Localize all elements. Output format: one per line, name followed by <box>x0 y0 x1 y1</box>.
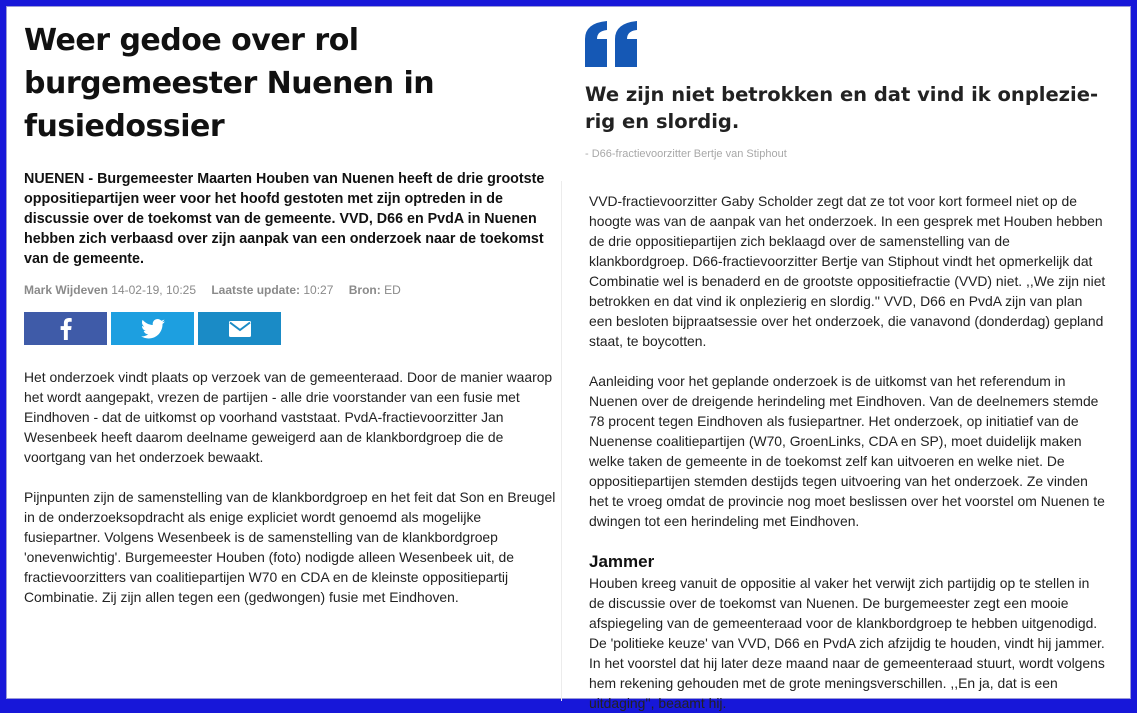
article-left-column <box>24 19 559 607</box>
body-paragraph: Aanleiding voor het geplande onderzoek is de uitkomst van het referendum in Nuenen over de dreigende herindeling met Eindhoven. Van de deelnemers stemde 78 procent tegen Eindhoven als fusiepartner. Het onderzoek, op initiatief van de Nuenense coalitiepartijen (W70, GroenLinks, CDA en SP), moet duidelijk maken welke taken de gemeente in de toekomst zelf kan uitvoeren en welke niet. De oppositiepartijen stemden destijds tegen uitvoering van het onderzoek. Ze vinden het te vroeg omdat de provincie nog moet beslissen over het voorstel om Nuenen te dwingen tot een herindeling met Eindhoven. <box>589 373 1105 529</box>
article-meta <box>24 283 559 297</box>
article-lead: NUENEN - Burgemeester Maarten Houben van Nuenen heeft de drie grootste oppositiepartijen weer voor het hoofd gestoten met zijn optreden in de discussie over de toekomst van de gemeente. VVD, D66 en PvdA in Nuenen hebben zich verbaasd over zijn aanpak van een onderzoek naar de toekomst van de gemeente. <box>24 171 545 267</box>
article-headline: Weer gedoe over rol burgemeester Nuenen in fusiedossier <box>24 23 435 144</box>
body-paragraph: Pijnpunten zijn de samenstelling van de klankbordgroep en het feit dat Son en Breugel in de onderzoeksopdracht als enige expliciet wordt genoemd als mogelijke fusiepartner. Volgens Wesenbeek is de samenstelling van de klankbordgroep 'onevenwichtig'. Burgemeester Houben (foto) nodigde alleen Wesenbeek uit, de fractievoorzitters van coalitiepartijen W70 en CDA en de kleinste oppositiepartij Combinatie. Zij zijn allen tegen een (gedwongen) fusie met Eindhoven. <box>24 489 556 605</box>
publish-date: 14-02-19, 10:25 <box>111 283 196 297</box>
quote-text: We zijn niet betrokken en dat vind ik onplezie-rig en slordig. <box>585 83 1099 133</box>
author-name: Mark Wijdeven <box>24 283 108 297</box>
pull-quote <box>585 21 1105 160</box>
quote-icon <box>585 21 639 67</box>
body-paragraph: VVD-fractievoorzitter Gaby Scholder zegt dat ze tot voor kort formeel niet op de hoogte was van de aanpak van het onderzoek. In een gesprek met Houben hebben de drie oppositiepartijen zich beklaagd over de samenstelling van de klankbordgroep. D66-fractievoorzitter Bertje van Stiphout vindt het opmerkelijk dat Combinatie wel is benaderd en de grootste oppositiefractie (VVD) niet. ,,We zijn niet betrokken en dat vind ik onplezierig en slordig.'' VVD, D66 en PvdA zijn van plan een besloten bijpraatsessie over het onderzoek, die vanavond (donderdag) gepland staat, te boycotten. <box>589 193 1106 349</box>
share-facebook-button[interactable] <box>24 312 107 345</box>
update-label: Laatste update: <box>211 283 301 297</box>
facebook-icon <box>60 318 72 340</box>
share-twitter-button[interactable] <box>111 312 194 345</box>
twitter-icon <box>141 319 165 339</box>
article-right-column <box>561 181 1106 711</box>
share-bar <box>24 312 559 345</box>
update-time: 10:27 <box>303 283 334 297</box>
body-paragraph: Houben kreeg vanuit de oppositie al vaker het verwijt zich partijdig op te stellen in de discussie over de toekomst van Nuenen. De burgemeester zegt een mooie afspiegeling van de gemeenteraad voor de klankbordgroep te hebben uitgenodigd. De 'politieke keuze' van VVD, D66 en PvdA zich afzijdig te houden, vindt hij jammer. In het voorstel dat hij later deze maand naar de gemeenteraad stuurt, wordt volgens hem rekening gehouden met de grote meningsverschillen. ,,En ja, dat is een uitdaging'', beaamt hij. <box>589 575 1105 711</box>
source-label: Bron: <box>348 283 381 297</box>
quote-attribution: - D66-fractievoorzitter Bertje van Stiphout <box>585 148 787 160</box>
body-paragraph: Het onderzoek vindt plaats op verzoek van de gemeenteraad. Door de manier waarop het wordt aangepakt, vrezen de partijen - alle drie voorstander van een fusie met Eindhoven - dat de uitkomst op voorhand vaststaat. PvdA-fractievoorzitter Jan Wesenbeek heeft daarom deelname geweigerd aan de klankbordgroep die de voortgang van het onderzoek bewaakt. <box>24 369 553 465</box>
article-page <box>6 6 1131 711</box>
share-email-button[interactable] <box>198 312 281 345</box>
email-icon <box>229 321 251 337</box>
section-subhead: Jammer <box>589 552 655 571</box>
source-name: ED <box>384 283 401 297</box>
